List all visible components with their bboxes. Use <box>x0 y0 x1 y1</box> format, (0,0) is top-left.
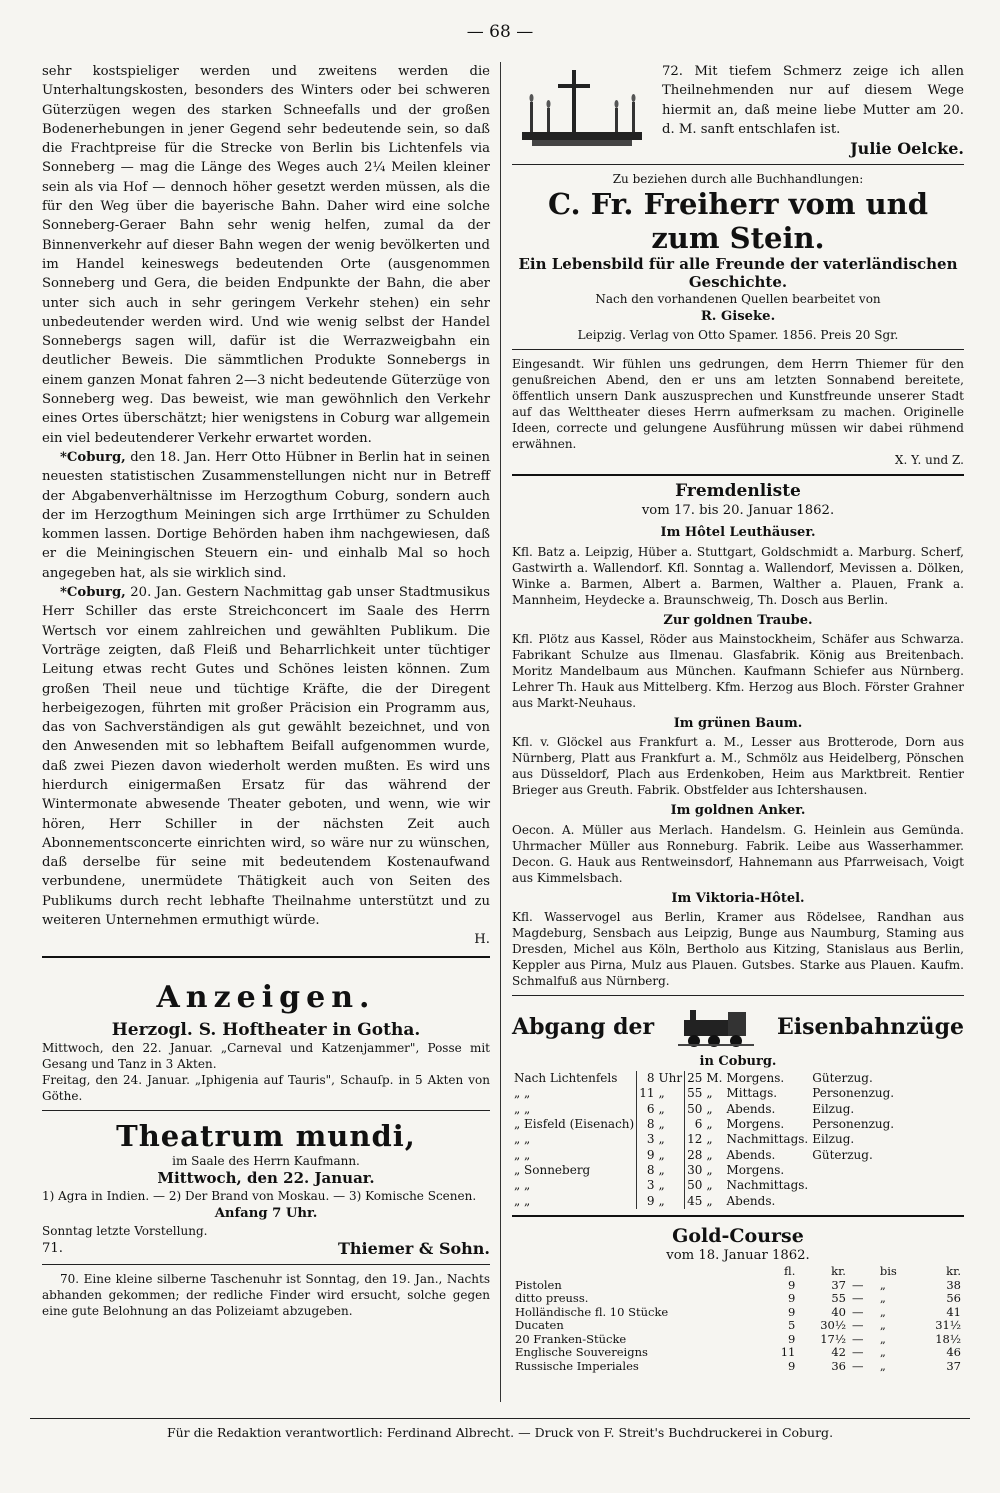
table-cell: Morgens. <box>726 1117 785 1132</box>
table-cell: fl. <box>784 1264 796 1279</box>
imprint-footer: Für die Redaktion verantwortlich: Ferdinand Albrecht. — Druck von F. Streit's Buchdruckerei in Coburg. <box>30 1418 970 1440</box>
table-cell: 3 <box>637 1178 657 1193</box>
table-cell: 11 <box>637 1086 657 1101</box>
table-row <box>512 1178 896 1193</box>
table-cell: 46 <box>946 1345 961 1360</box>
table-cell: „ <box>879 1291 886 1306</box>
table-cell: 9 <box>788 1331 796 1346</box>
table-cell: 28 <box>685 1148 705 1163</box>
ad-rule <box>512 995 964 996</box>
theatrum-signature: Thiemer & Sohn. <box>338 1239 490 1259</box>
fremdenliste-heading: Fremdenliste <box>675 480 801 501</box>
table-cell: M. <box>706 1071 723 1086</box>
table-cell: 8 <box>637 1163 657 1178</box>
table-cell: 37 <box>831 1277 846 1292</box>
table-row <box>512 1071 896 1086</box>
table-cell: 42 <box>831 1345 846 1360</box>
table-cell: „ <box>658 1162 665 1177</box>
ad-rule <box>512 164 964 165</box>
table-cell: „ <box>706 1147 713 1162</box>
table-cell: Eilzug. <box>812 1101 855 1116</box>
death-notice-signature: Julie Oelcke. <box>850 139 964 159</box>
theatrum-start: Anfang 7 Uhr. <box>214 1205 318 1221</box>
table-cell: Pistolen <box>515 1277 562 1292</box>
article-coburg-18 <box>42 448 490 583</box>
article-signature: H. <box>474 932 490 948</box>
table-row <box>512 1132 896 1147</box>
table-cell: „ „ <box>514 1147 531 1162</box>
table-cell: Morgens. <box>726 1162 785 1177</box>
dateline: *Coburg, <box>60 449 126 465</box>
table-cell: kr. <box>946 1264 961 1279</box>
table-cell: Nachmittags. <box>726 1132 809 1147</box>
book-title: C. Fr. Freiherr vom und zum Stein. <box>547 187 929 256</box>
table-cell: — <box>851 1358 864 1373</box>
table-row <box>512 1360 964 1374</box>
table-cell: Ducaten <box>515 1318 564 1333</box>
table-cell: „ <box>658 1101 665 1116</box>
table-row <box>512 1148 896 1163</box>
book-publisher: Leipzig. Verlag von Otto Spamer. 1856. Preis 20 Sgr. <box>577 327 899 342</box>
article-text: den 18. Jan. Herr Otto Hübner in Berlin hat in seinen neuesten statistischen Zusammenstellungen nicht nur in Betreff der Abgabenverhältnisse im Herzogthum Coburg, sondern auch der im Herzogthum Meiningen sich arge Irrthümer zu Schulden kommen lassen. Dortige Behörden haben ihm nachgewiesen, daß er die Meiningischen Steuern ein- und einhalb Mal so hoch angegeben hat, als sie wirklich sind. <box>42 449 490 581</box>
table-cell: Güterzug. <box>812 1147 873 1162</box>
table-cell: — <box>851 1291 864 1306</box>
table-cell: „ „ <box>514 1132 531 1147</box>
table-cell: „ <box>879 1358 886 1373</box>
table-cell: Abends. <box>726 1193 776 1208</box>
ad-rule <box>42 1110 490 1111</box>
theatrum-program: 1) Agra in Indien. — 2) Der Brand von Moskau. — 3) Komische Scenen. <box>42 1188 477 1203</box>
table-cell: „ <box>879 1331 886 1346</box>
table-cell: „ <box>879 1318 886 1333</box>
table-cell: 12 <box>685 1132 705 1147</box>
table-cell: „ <box>658 1132 665 1147</box>
table-cell: 8 <box>637 1071 657 1086</box>
table-cell: ditto preuss. <box>515 1291 589 1306</box>
table-cell: bis <box>879 1264 897 1279</box>
hotel-heading: Zur goldnen Traube. <box>663 612 813 628</box>
table-row <box>512 1117 896 1132</box>
table-cell: „ <box>706 1132 713 1147</box>
table-cell: Morgens. <box>726 1071 785 1086</box>
section-rule <box>512 1215 964 1217</box>
hoftheater-entry: Mittwoch, den 22. Januar. „Carneval und Katzenjammer", Posse mit Gesang und Tanz in 3 Akten. <box>42 1041 490 1072</box>
gold-course-heading: Gold-Course <box>672 1224 804 1247</box>
page-number: — 68 — <box>466 22 534 42</box>
table-cell: „ <box>658 1178 665 1193</box>
article-text: 20. Jan. Gestern Nachmittag gab unser Stadtmusikus Herr Schiller das erste Streichconcert im Saale des Herrn Wertsch vor einem zahlreichen und gewählten Publikum. Die Vorträge zeigten, daß Fleiß und Beharrlichkeit unter tüchtiger Leitung etwas recht Gutes und Schönes leisten können. Zum großen Theil neue und tüchtige Kräfte, die der Diregent herbeigezogen, führten mit großer Präcision ein Programm aus, das von Sachverständigen als gut gewählt bezeichnet, und von den Anwesenden mit so lebhaftem Beifall aufgenommen wurde, daß zwei Piezen davon wiederholt werden mußten. Es wird uns hierdurch einigermaßen Ersatz für das während der Wintermonate abwesende Theater geboten, und wenn, wie wir hören, Herr Schiller in der nächsten Zeit auch Abonnementsconcerte einrichten wird, so wäre nur zu wünschen, daß derselbe für seine mit bedeutendem Kostenaufwand verbundene, unermüdete Thätigkeit auch von Seiten des Publikums durch recht lebhafte Theilnahme unterstützt und zu weiteren Unternehmen ermuthigt würde. <box>42 585 490 929</box>
table-cell: Nachmittags. <box>726 1178 809 1193</box>
book-intro: Zu beziehen durch alle Buchhandlungen: <box>612 172 864 187</box>
table-cell <box>810 1163 896 1178</box>
table-cell: 56 <box>946 1291 961 1306</box>
table-cell: „ <box>879 1345 886 1360</box>
table-cell: 9 <box>788 1291 796 1306</box>
table-cell: „ „ <box>514 1086 531 1101</box>
death-notice-text: 72. Mit tiefem Schmerz zeige ich allen Theilnehmenden nur auf diesem Wege hiermit an, daß meine liebe Mutter am 20. d. M. sanft entschlafen ist. <box>662 64 964 137</box>
table-row <box>512 1346 964 1360</box>
table-cell: kr. <box>831 1264 846 1279</box>
table-cell: 3 <box>637 1132 657 1147</box>
locomotive-icon <box>676 1006 756 1050</box>
table-cell: 11 <box>780 1345 796 1360</box>
table-cell: „ <box>658 1147 665 1162</box>
table-cell: 9 <box>788 1304 796 1319</box>
hotel-heading: Im Viktoria-Hôtel. <box>671 890 805 906</box>
table-row <box>512 1102 896 1117</box>
table-cell: 50 <box>685 1102 705 1117</box>
article-railway: sehr kostspieliger werden und zweitens werden die Unterhaltungskosten, besonders des Winters oder bei schweren Güterzügen wegen des starken Schneefalls und der großen Bodenerhebungen in jener Gegend sehr bedeutende sein, so daß die Frachtpreise für die Strecke von Berlin bis Lichtenfels via Sonneberg — mag die Länge des Weges auch 2¼ Meilen kleiner sein als via Hof — dennoch höher gesetzt werden müssen, als die für den Weg über die bayerische Bahn. Daher wird eine solche Sonneberg-Geraer Bahn sehr wenig helfen, zumal da der Binnenverkehr auf dieser Bahn wegen der wenig bevölkerten und im Handel keineswegs bedeutenden Orte (ausgenommen Sonneberg und Gera, die beiden Endpunkte der Bahn, die aber unter sich auch in sehr geringem Verkehr stehen) ein sehr unbedeutender werden wird. Und wie wenig selbst der Handel Sonnebergs sagen will, dafür ist die Werrazweigbahn ein deutlicher Beweis. Die sämmtlichen Produkte Sonnebergs in einem ganzen Monat fahren 2—3 nicht bedeutende Güterzüge von Sonneberg weg. Das beweist, wie man gewöhnlich den Verkehr eines Ortes überschätzt; hier wenigstens in Coburg war allgemein ein viel bedeutenderer Verkehr erwartet worden. <box>42 64 490 446</box>
ad-rule <box>42 1264 490 1265</box>
table-cell: „ <box>658 1117 665 1132</box>
table-cell: 31½ <box>935 1318 961 1333</box>
hotel-heading: Im Hôtel Leuthäuser. <box>660 525 816 541</box>
right-column <box>512 62 964 1373</box>
table-row <box>512 1163 896 1178</box>
table-cell: 55 <box>685 1086 705 1101</box>
table-cell: Güterzug. <box>812 1071 873 1086</box>
train-timetable <box>512 1071 896 1209</box>
train-timetable-heading <box>512 1006 964 1050</box>
theatrum-date: Mittwoch, den 22. Januar. <box>157 1168 375 1187</box>
table-cell: Holländische fl. 10 Stücke <box>515 1304 669 1319</box>
column-divider <box>500 62 501 1402</box>
table-cell <box>810 1194 896 1209</box>
table-cell: Abends. <box>726 1147 776 1162</box>
table-cell: 25 <box>685 1071 705 1086</box>
table-cell: 9 <box>788 1277 796 1292</box>
candles-altar-icon <box>512 62 652 154</box>
table-cell: 9 <box>637 1194 657 1209</box>
table-cell: 41 <box>946 1304 961 1319</box>
death-notice <box>512 62 964 158</box>
theatrum-footer <box>42 1239 490 1258</box>
timetable-location: in Coburg. <box>699 1053 777 1069</box>
gold-course-table <box>512 1265 964 1373</box>
table-cell: „ <box>658 1086 665 1101</box>
ad-number: 71. <box>42 1241 63 1257</box>
table-cell: 6 <box>637 1102 657 1117</box>
table-cell: Russische Imperiales <box>515 1358 639 1373</box>
table-cell <box>810 1178 896 1193</box>
guest-list: Kfl. Plötz aus Kassel, Röder aus Mainstockheim, Schäfer aus Schwarza. Fabrikant Schulze aus Ilmenau. Glasfabrik. König aus Breitenbach. Moritz Mandelbaum aus München. Kaufmann Schiefer aus Nürnberg. Lehrer Th. Hauk aus Mittelberg. Kfm. Herzog aus Bloch. Förster Grahner aus Markt-Neuhaus. <box>512 631 964 710</box>
dateline: *Coburg, <box>60 585 126 601</box>
book-source: Nach den vorhandenen Quellen bearbeitet von <box>595 292 881 307</box>
table-cell: „ „ <box>514 1101 531 1116</box>
table-cell: 17½ <box>820 1331 846 1346</box>
table-cell: „ <box>706 1162 713 1177</box>
table-cell: 9 <box>637 1148 657 1163</box>
table-cell: „ Sonneberg <box>514 1162 591 1177</box>
table-cell: Eilzug. <box>812 1132 855 1147</box>
table-cell: „ <box>706 1086 713 1101</box>
hoftheater-heading: Herzogl. S. Hoftheater in Gotha. <box>111 1019 421 1040</box>
eingesandt-signature: X. Y. und Z. <box>894 452 964 467</box>
fremdenliste-dates: vom 17. bis 20. Januar 1862. <box>641 503 835 519</box>
table-cell: 8 <box>637 1117 657 1132</box>
table-cell: Mittags. <box>726 1086 778 1101</box>
left-column <box>42 62 490 1319</box>
guest-list: Kfl. Batz a. Leipzig, Hüber a. Stuttgart, Goldschmidt a. Marburg. Scherf, Gastwirth a. Wallendorf. Kfl. Sonntag a. Wallendorf, Mevissen a. Dölken, Winke a. Barmen, Albert a. Barmen, Walther a. Plauen, Frank a. Mannheim, Heydecke a. Braunschweig, Th. Dosch aus Berlin. <box>512 544 964 607</box>
table-cell: 37 <box>946 1358 961 1373</box>
theatrum-venue: im Saale des Herrn Kaufmann. <box>172 1153 360 1168</box>
table-cell: 38 <box>946 1277 961 1292</box>
book-author: R. Giseke. <box>700 309 776 325</box>
table-cell: 45 <box>685 1194 705 1209</box>
table-row <box>512 1279 964 1293</box>
article-coburg-20 <box>42 583 490 930</box>
table-cell: 30 <box>685 1163 705 1178</box>
table-row <box>512 1265 964 1279</box>
table-cell <box>512 1265 766 1279</box>
table-cell: 18½ <box>935 1331 961 1346</box>
table-cell: — <box>851 1331 864 1346</box>
table-cell: 55 <box>831 1291 846 1306</box>
table-cell: 50 <box>685 1178 705 1193</box>
guest-list: Kfl. v. Glöckel aus Frankfurt a. M., Lesser aus Brotterode, Dorn aus Nürnberg, Platt aus Frankfurt a. M., Schmölz aus Heidelberg, Pönschen aus Düsseldorf, Plach aus Erdenkoben, Heim aus Marktbreit. Rentier Brieger aus Greuth. Fabrik. Obstfelder aus Ichtershausen. <box>512 735 964 798</box>
eingesandt-text: Eingesandt. Wir fühlen uns gedrungen, dem Herrn Thiemer für den genußreichen Abend, den er uns am letzten Sonnabend bereitete, öffentlich unsern Dank auszusprechen und Kunstfreunde unserer Stadt auf das Welttheater dieses Herrn aufmerksam zu machen. Originelle Ideen, correcte und gelungene Ausführung müssen wir dabei rühmend erwähnen. <box>512 356 964 451</box>
table-cell: 40 <box>831 1304 846 1319</box>
book-subtitle: Ein Lebensbild für alle Freunde der vaterländischen Geschichte. <box>518 255 958 292</box>
timetable-title-left: Abgang der <box>512 1014 655 1041</box>
table-cell: Englische Souvereigns <box>515 1345 648 1360</box>
table-cell: — <box>851 1277 864 1292</box>
table-row <box>512 1194 896 1209</box>
table-row <box>512 1086 896 1101</box>
table-cell: „ <box>879 1304 886 1319</box>
ad-rule <box>512 349 964 350</box>
section-rule <box>42 956 490 958</box>
theatrum-heading: Theatrum mundi, <box>116 1119 416 1154</box>
table-cell: 30½ <box>820 1318 846 1333</box>
table-cell: „ <box>706 1193 713 1208</box>
hotel-heading: Im goldnen Anker. <box>670 803 806 819</box>
table-cell: „ <box>879 1277 886 1292</box>
table-cell: Uhr <box>658 1071 683 1086</box>
table-cell: — <box>851 1304 864 1319</box>
hoftheater-entry: Freitag, den 24. Januar. „Iphigenia auf Tauris", Schauſp. in 5 Akten von Göthe. <box>42 1073 490 1104</box>
table-cell <box>849 1265 877 1279</box>
gold-course-date: vom 18. Januar 1862. <box>666 1248 810 1264</box>
table-cell: „ Eisfeld (Eisenach) <box>514 1117 635 1132</box>
table-cell: 6 <box>685 1117 705 1132</box>
table-cell: — <box>851 1345 864 1360</box>
table-cell: — <box>851 1318 864 1333</box>
timetable-title-right: Eisenbahnzüge <box>776 1014 964 1041</box>
table-cell: „ „ <box>514 1178 531 1193</box>
table-cell: Abends. <box>726 1101 776 1116</box>
table-cell: 36 <box>831 1358 846 1373</box>
section-rule <box>512 474 964 476</box>
table-cell: 20 Franken-Stücke <box>515 1331 627 1346</box>
table-cell: „ „ <box>514 1193 531 1208</box>
table-row <box>512 1333 964 1347</box>
table-row <box>512 1306 964 1320</box>
ad-watch-lost: 70. Eine kleine silberne Taschenuhr ist Sonntag, den 19. Jan., Nachts abhanden gekommen; der redliche Finder wird ersucht, solche gegen eine gute Belohnung an das Polizeiamt abzugeben. <box>42 1272 490 1319</box>
anzeigen-heading: Anzeigen. <box>156 979 376 1015</box>
table-cell: Nach Lichtenfels <box>514 1071 618 1086</box>
table-cell: 9 <box>788 1358 796 1373</box>
table-row <box>512 1292 964 1306</box>
guest-list: Oecon. A. Müller aus Merlach. Handelsm. G. Heinlein aus Gemünda. Uhrmacher Müller aus Ronneburg. Fabrik. Leibe aus Wasserhammer. Decon. G. Hauk aus Rentweinsdorf, Hahnemann aus Pfarrweisach, Voigt aus Kimmelsbach. <box>512 822 964 885</box>
guest-list: Kfl. Wasservogel aus Berlin, Kramer aus Rödelsee, Randhan aus Magdeburg, Sensbach aus Leipzig, Bunge aus Naumburg, Staming aus Dresden, Michel aus Köln, Bertholo aus Kitzing, Stanislaus aus Berlin, Keppler aus Pirna, Mulz aus Plauen. Gutsbes. Starke aus Plauen. Kaufm. Schmalfuß aus Nürnberg. <box>512 909 964 988</box>
table-cell: Personenzug. <box>812 1086 895 1101</box>
table-cell: Personenzug. <box>812 1117 895 1132</box>
table-row <box>512 1319 964 1333</box>
table-cell: „ <box>706 1101 713 1116</box>
table-cell: 5 <box>788 1318 796 1333</box>
table-cell: „ <box>658 1193 665 1208</box>
table-cell: „ <box>706 1117 713 1132</box>
table-cell: „ <box>706 1178 713 1193</box>
hotel-heading: Im grünen Baum. <box>673 715 803 731</box>
theatrum-last: Sonntag letzte Vorstellung. <box>42 1224 208 1239</box>
